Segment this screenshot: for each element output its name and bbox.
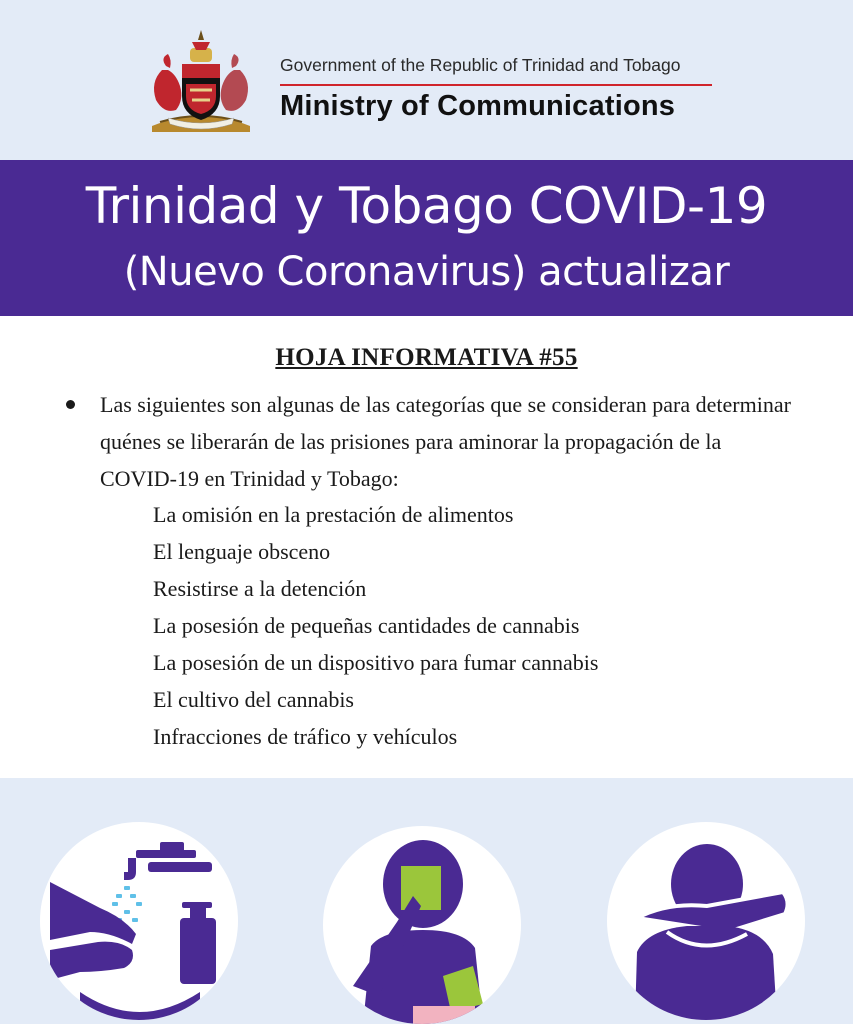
list-item: La omisión en la prestación de alimentos — [153, 502, 514, 527]
ministry-name: Ministry of Communications — [280, 90, 676, 122]
intro-paragraph: Las siguientes son algunas de las categorías que se consideran para determinar quénes se liberarán de las prisiones para aminorar la propagación de la COVID-19 en Trinidad y Tobago: — [100, 392, 791, 491]
list-item: Infracciones de tráfico y vehículos — [153, 724, 458, 749]
list-item: Resistirse a la detención — [153, 576, 367, 601]
coat-of-arms-icon — [146, 30, 256, 134]
list-item: El lenguaje obsceno — [153, 539, 331, 564]
hygiene-icons-band — [0, 778, 853, 1024]
government-name: Government of the Republic of Trinidad and Tobago — [280, 55, 681, 75]
header-band — [0, 0, 853, 160]
list-item: La posesión de pequeñas cantidades de cannabis — [153, 613, 580, 638]
title-banner — [0, 160, 853, 316]
fact-sheet-title: HOJA INFORMATIVA #55 — [275, 344, 578, 371]
list-item: El cultivo del cannabis — [153, 687, 354, 712]
fact-sheet-body — [0, 316, 853, 778]
hand-washing-icon — [40, 822, 238, 1020]
cough-into-elbow-icon — [607, 822, 805, 1020]
header-divider — [280, 84, 712, 86]
face-covering-icon — [323, 826, 521, 1024]
category-list — [153, 496, 598, 755]
banner-subtitle: (Nuevo Coronavirus) actualizar — [123, 249, 730, 295]
list-item: La posesión de un dispositivo para fumar cannabis — [153, 650, 599, 675]
bullet-icon — [66, 400, 75, 409]
banner-title: Trinidad y Tobago COVID-19 — [85, 177, 768, 235]
